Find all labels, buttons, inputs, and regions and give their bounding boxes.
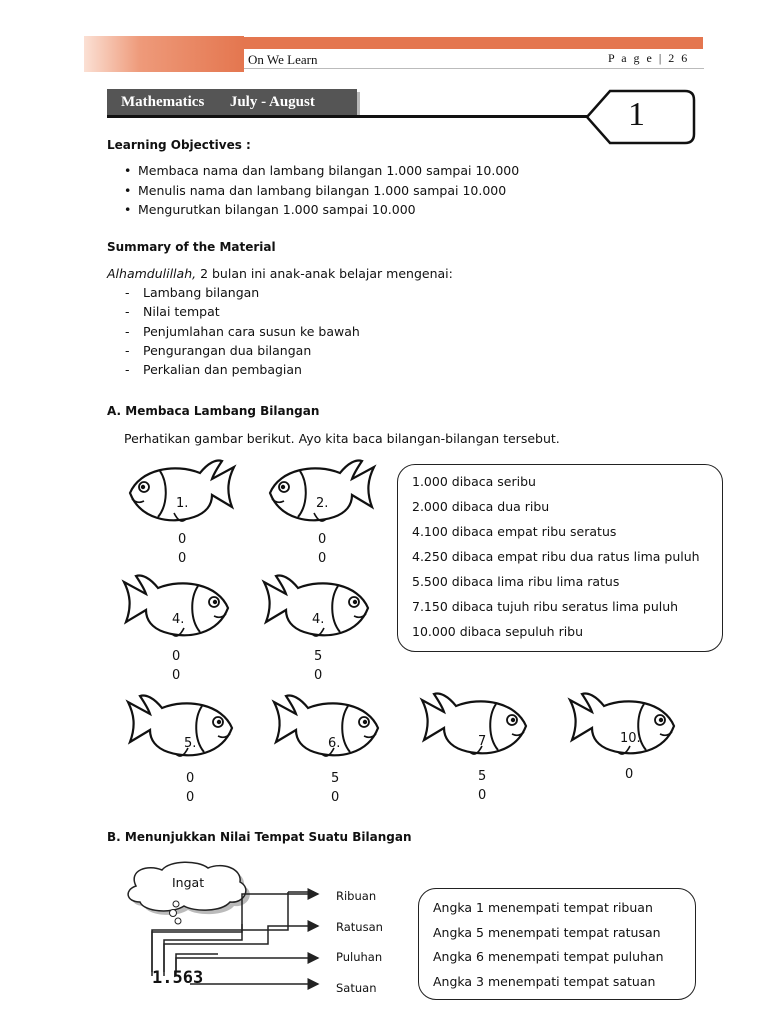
header-bar xyxy=(244,37,703,49)
fish-label: 4. xyxy=(312,612,325,627)
fish-illustration xyxy=(260,455,380,535)
reading-line: 4.250 dibaca empat ribu dua ratus lima puluh xyxy=(412,549,700,564)
header-title: On We Learn xyxy=(248,52,318,67)
fish-digit: 5 xyxy=(478,769,487,784)
cloud-label: Ingat xyxy=(172,875,205,890)
fish-digit: 0 xyxy=(331,790,340,805)
fish-digit: 0 xyxy=(314,668,323,683)
summary-intro-text: 2 bulan ini anak-anak belajar mengenai: xyxy=(196,266,453,281)
list-item: - Pengurangan dua bilangan xyxy=(123,343,360,362)
fish-digit: 0 xyxy=(478,788,487,803)
list-item: - Perkalian dan pembagian xyxy=(123,362,360,381)
list-item: • Mengurutkan bilangan 1.000 sampai 10.000 xyxy=(120,202,519,222)
fish-illustration xyxy=(120,455,240,535)
fish-illustration xyxy=(564,688,684,768)
list-item: • Menulis nama dan lambang bilangan 1.000 sampai 10.000 xyxy=(120,183,519,203)
list-item: • Membaca nama dan lambang bilangan 1.000 sampai 10.000 xyxy=(120,163,519,183)
fish-label: 6. xyxy=(328,736,341,751)
fish-digit: 0 xyxy=(625,767,634,782)
summary-heading: Summary of the Material xyxy=(107,240,276,254)
banner-period: July - August xyxy=(229,94,315,110)
reading-line: 2.000 dibaca dua ribu xyxy=(412,499,550,514)
readings-box xyxy=(397,464,723,652)
fish-illustration xyxy=(118,570,238,650)
page-number: P a g e | 2 6 xyxy=(608,51,690,65)
place-statements-box xyxy=(418,888,696,1000)
statement-line: Angka 5 menempati tempat ratusan xyxy=(433,925,661,940)
summary-intro xyxy=(107,266,453,281)
example-number: 1.563 xyxy=(152,968,204,988)
place-satuan: Satuan xyxy=(336,981,377,995)
fish-digit: 0 xyxy=(318,532,327,547)
statement-line: Angka 3 menempati tempat satuan xyxy=(433,974,656,989)
fish-digit: 0 xyxy=(318,551,327,566)
reading-line: 1.000 dibaca seribu xyxy=(412,474,536,489)
summary-intro-italic: Alhamdulillah, xyxy=(107,266,197,281)
fish-label: 4. xyxy=(172,612,185,627)
fish-label: 10. xyxy=(620,731,641,746)
fish-label: 1. xyxy=(176,496,189,511)
header-accent xyxy=(84,36,244,72)
fish-digit: 0 xyxy=(186,771,195,786)
subject-banner xyxy=(107,89,357,115)
banner-subject: Mathematics xyxy=(121,94,205,110)
summary-list xyxy=(123,285,360,381)
fish-illustration xyxy=(416,688,536,768)
statement-line: Angka 6 menempati tempat puluhan xyxy=(433,949,664,964)
list-item: - Lambang bilangan xyxy=(123,285,360,304)
list-item: - Penjumlahan cara susun ke bawah xyxy=(123,324,360,343)
chapter-number: 1 xyxy=(628,96,645,133)
section-a-heading: A. Membaca Lambang Bilangan xyxy=(107,404,320,418)
place-puluhan: Puluhan xyxy=(336,950,383,964)
header-rule xyxy=(244,68,704,69)
reading-line: 4.100 dibaca empat ribu seratus xyxy=(412,524,617,539)
fish-digit: 5 xyxy=(331,771,340,786)
fish-label: 5. xyxy=(184,736,197,751)
fish-digit: 0 xyxy=(178,532,187,547)
fish-digit: 0 xyxy=(186,790,195,805)
place-ratusan: Ratusan xyxy=(336,920,383,934)
fish-label: 7 xyxy=(478,734,487,749)
section-b-heading: B. Menunjukkan Nilai Tempat Suatu Bilangan xyxy=(107,830,412,844)
fish-illustration xyxy=(268,690,388,770)
reading-line: 10.000 dibaca sepuluh ribu xyxy=(412,624,584,639)
section-a-intro: Perhatikan gambar berikut. Ayo kita baca bilangan-bilangan tersebut. xyxy=(124,431,560,446)
reading-line: 7.150 dibaca tujuh ribu seratus lima puluh xyxy=(412,599,679,614)
place-ribuan: Ribuan xyxy=(336,889,377,903)
fish-digit: 0 xyxy=(172,668,181,683)
fish-illustration xyxy=(258,570,378,650)
fish-illustration xyxy=(122,690,242,770)
reading-line: 5.500 dibaca lima ribu lima ratus xyxy=(412,574,620,589)
fish-digit: 5 xyxy=(314,649,323,664)
objectives-list xyxy=(120,163,519,222)
list-item: - Nilai tempat xyxy=(123,304,360,323)
fish-digit: 0 xyxy=(172,649,181,664)
objectives-heading: Learning Objectives : xyxy=(107,138,251,152)
banner-rule xyxy=(107,115,597,118)
fish-label: 2. xyxy=(316,496,329,511)
statement-line: Angka 1 menempati tempat ribuan xyxy=(433,900,653,915)
fish-digit: 0 xyxy=(178,551,187,566)
